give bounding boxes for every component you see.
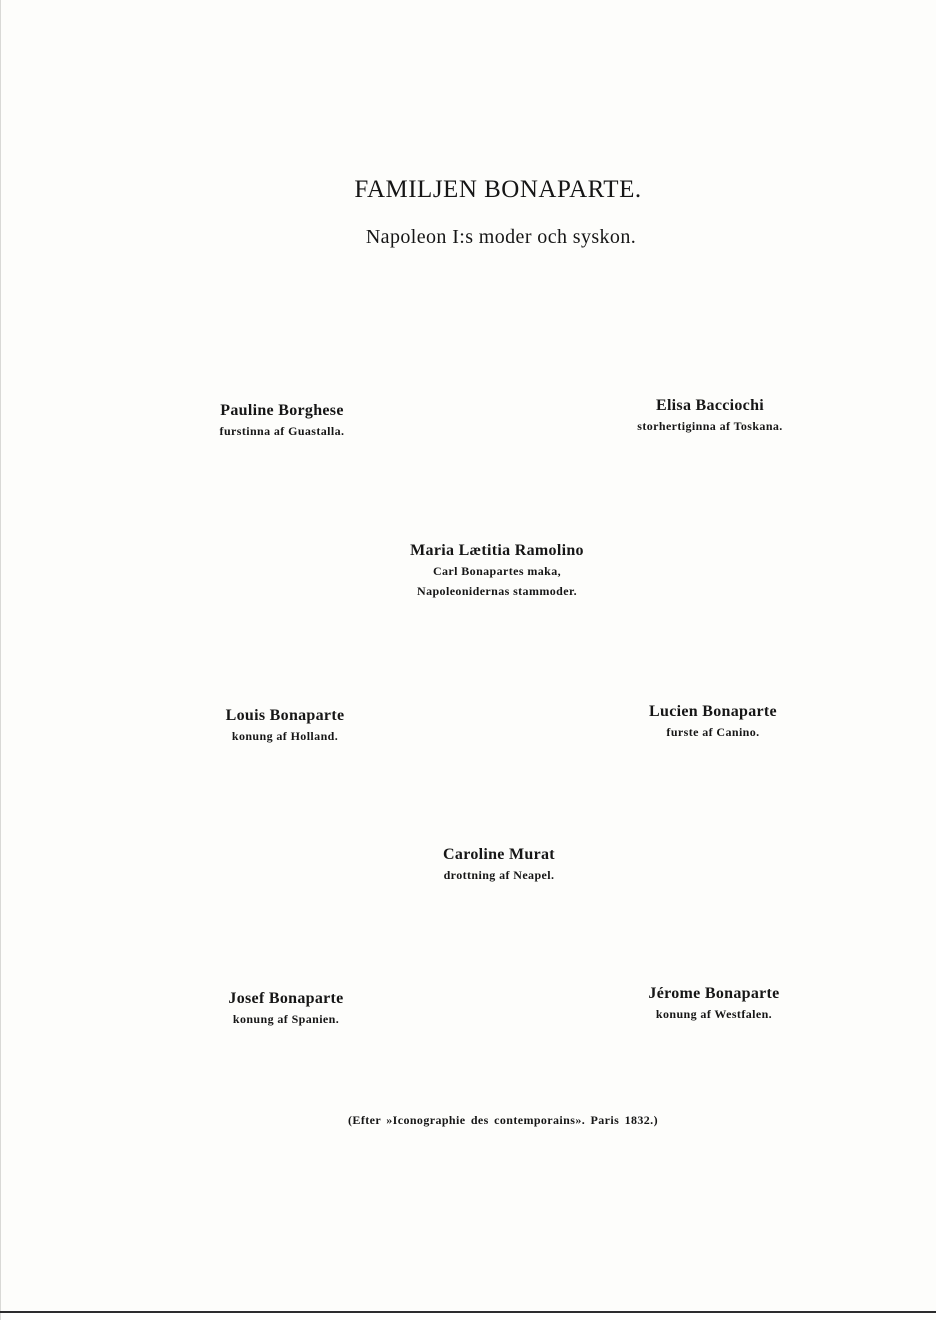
person-title: konung af Westfalen.	[655, 1007, 773, 1021]
caption-jerome-bonaparte	[584, 984, 844, 1024]
person-name: Maria Lætitia Ramolino	[410, 542, 584, 559]
person-title: furste af Canino.	[666, 725, 760, 739]
person-title-line-2: Napoleonidernas stammoder.	[417, 584, 577, 598]
person-title: drottning af Neapel.	[443, 868, 555, 882]
person-title: furstinna af Guastalla.	[219, 424, 345, 438]
person-name: Jérome Bonaparte	[648, 985, 780, 1002]
person-name: Josef Bonaparte	[228, 990, 344, 1007]
caption-josef-bonaparte	[156, 989, 416, 1029]
caption-lucien-bonaparte	[583, 702, 843, 742]
caption-caroline-murat	[369, 845, 629, 885]
person-title: konung af Spanien.	[232, 1012, 340, 1026]
person-name: Lucien Bonaparte	[649, 703, 777, 720]
caption-pauline-borghese	[152, 401, 412, 441]
caption-elisa-bacciochi	[580, 396, 840, 436]
source-note: (Efter »Iconographie des contemporains». Paris 1832.)	[348, 1113, 658, 1127]
page-edge-bottom	[0, 1311, 936, 1313]
page-title: FAMILJEN BONAPARTE.	[354, 176, 642, 203]
person-title: storhertiginna af Toskana.	[637, 419, 783, 433]
page-subtitle: Napoleon I:s moder och syskon.	[365, 226, 637, 248]
caption-louis-bonaparte	[155, 706, 415, 746]
person-name: Elisa Bacciochi	[655, 397, 765, 414]
caption-maria-laetitia-ramolino	[367, 541, 627, 601]
person-title: konung af Holland.	[231, 729, 339, 743]
person-name: Pauline Borghese	[220, 402, 344, 419]
person-name: Caroline Murat	[443, 846, 555, 863]
person-name: Louis Bonaparte	[225, 707, 345, 724]
person-title: Carl Bonapartes maka,	[432, 564, 562, 578]
